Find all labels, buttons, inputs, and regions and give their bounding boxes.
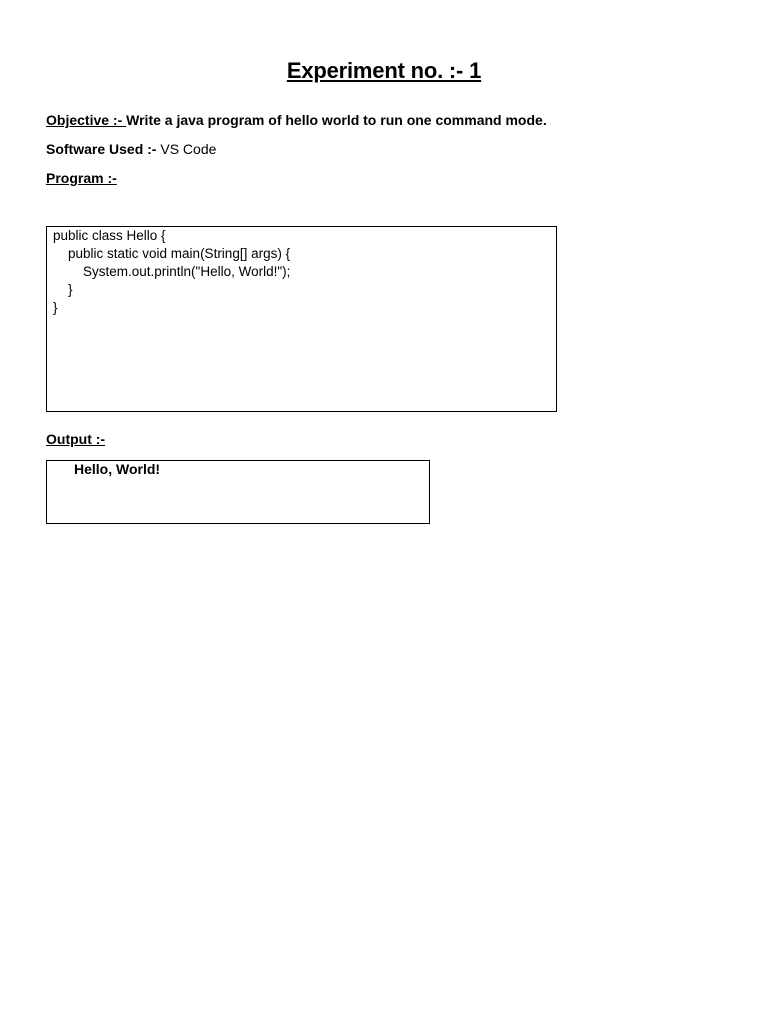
objective-label: Objective :- — [46, 112, 127, 128]
code-line: System.out.println("Hello, World!"); — [53, 264, 291, 279]
output-label-line — [46, 431, 105, 447]
software-value: VS Code — [160, 141, 217, 157]
software-line — [46, 141, 216, 157]
output-label: Output :- — [46, 431, 106, 447]
code-line: } — [53, 282, 73, 297]
code-line: public class Hello { — [53, 228, 166, 243]
code-box — [46, 226, 557, 412]
output-box — [46, 460, 430, 524]
code-line: public static void main(String[] args) { — [53, 246, 291, 261]
code-line: } — [53, 300, 58, 315]
program-label: Program :- — [46, 170, 117, 186]
program-label-line — [46, 170, 117, 186]
objective-line — [46, 112, 547, 128]
objective-text: Write a java program of hello world to run one command mode. — [126, 112, 547, 128]
output-text: Hello, World! — [74, 461, 161, 477]
software-label: Software Used :- — [46, 141, 157, 157]
page-title: Experiment no. :- 1 — [286, 58, 482, 83]
